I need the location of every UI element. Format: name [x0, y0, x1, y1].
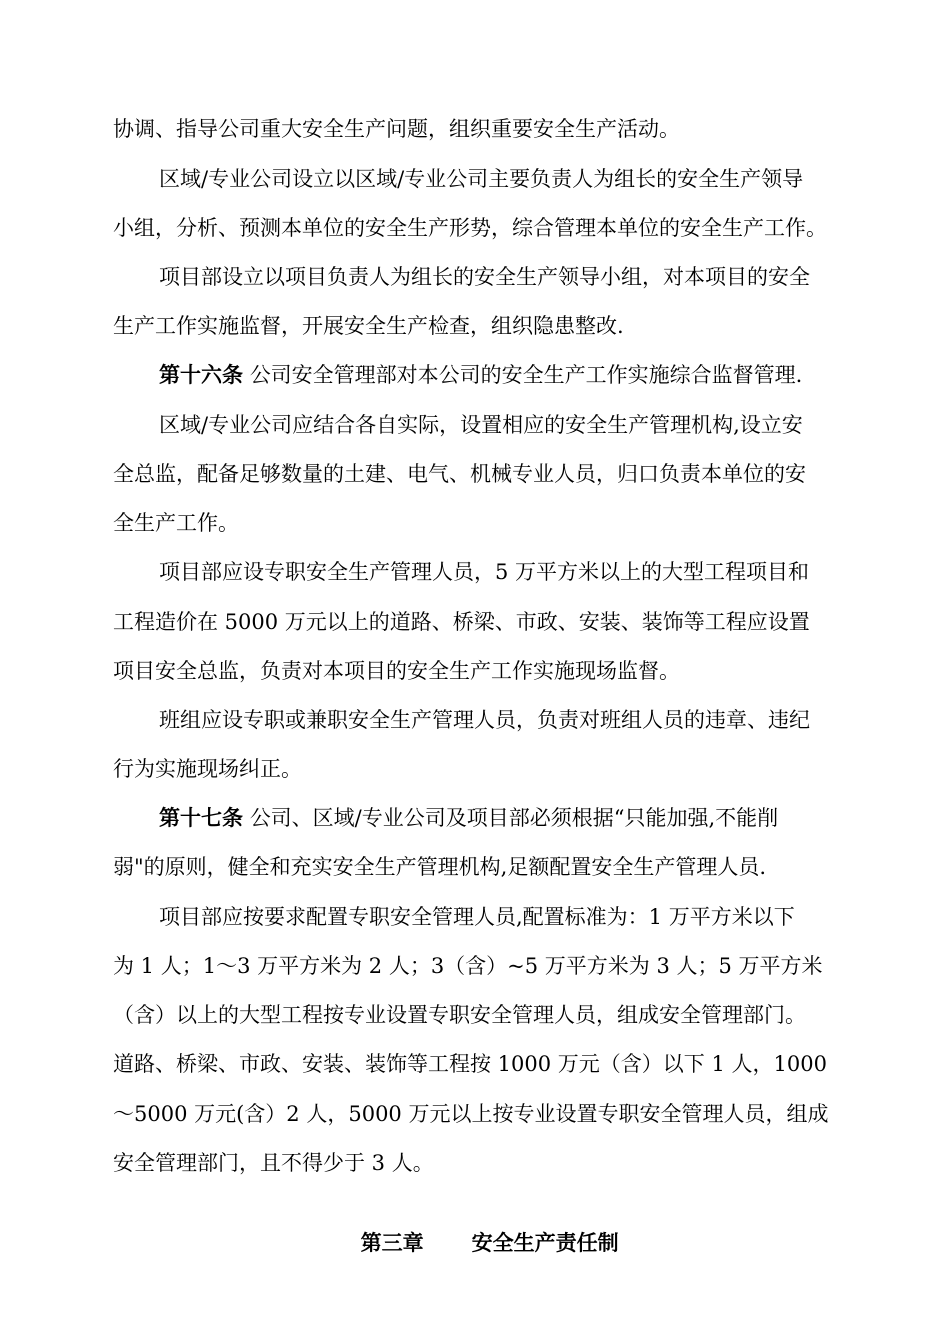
paragraph-line: 全总监，配备足够数量的土建、电气、机械专业人员，归口负责本单位的安: [113, 462, 806, 486]
paragraph-line: 区域/专业公司应结合各自实际，设置相应的安全生产管理机构,设立安: [159, 413, 803, 437]
chapter-heading: [0, 1198, 950, 1288]
paragraph-line: 项目部应设专职安全生产管理人员，5 万平方米以上的大型工程项目和: [159, 560, 810, 584]
chapter-number: 第三章: [360, 1230, 424, 1255]
paragraph-line: 项目安全总监，负责对本项目的安全生产工作实施现场监督。: [113, 659, 680, 683]
paragraph-line: 协调、指导公司重大安全生产问题，组织重要安全生产活动。: [113, 117, 680, 141]
article-text: 公司安全管理部对本公司的安全生产工作实施综合监督管理.: [249, 363, 803, 387]
article-16-line: [159, 360, 873, 390]
article-17-line: [159, 803, 873, 833]
paragraph-line: 项目部应按要求配置专职安全管理人员,配置标准为：1 万平方米以下: [159, 905, 795, 929]
paragraph-line: 全生产工作。: [113, 511, 239, 535]
paragraph-line: 项目部设立以项目负责人为组长的安全生产领导小组，对本项目的安全: [159, 265, 810, 289]
article-text: 公司、区域/专业公司及项目部必须根据“只能加强,不能削: [249, 806, 779, 830]
article-number: 第十七条: [159, 805, 243, 830]
paragraph-line: 小组，分析、预测本单位的安全生产形势，综合管理本单位的安全生产工作。: [113, 216, 827, 240]
article-number: 第十六条: [159, 362, 243, 387]
paragraph-line: 行为实施现场纠正。: [113, 757, 302, 781]
paragraph-line: （含）以上的大型工程按专业设置专职安全管理人员，组成安全管理部门。: [113, 1003, 806, 1027]
paragraph-line: 为 1 人；1～3 万平方米为 2 人；3（含）~5 万平方米为 3 人；5 万平方米: [113, 954, 823, 978]
paragraph-line: 弱"的原则，健全和充实安全生产管理机构,足额配置安全生产管理人员.: [113, 855, 767, 879]
paragraph-line: ～5000 万元(含）2 人，5000 万元以上按专业设置专职安全管理人员，组成: [113, 1102, 829, 1126]
paragraph-line: 区域/专业公司设立以区域/专业公司主要负责人为组长的安全生产领导: [159, 167, 804, 191]
paragraph-line: 安全管理部门，且不得少于 3 人。: [113, 1151, 434, 1175]
chapter-title: 安全生产责任制: [471, 1230, 619, 1255]
paragraph-line: 道路、桥梁、市政、安装、装饰等工程按 1000 万元（含）以下 1 人，1000: [113, 1052, 827, 1076]
paragraph-line: 工程造价在 5000 万元以上的道路、桥梁、市政、安装、装饰等工程应设置: [113, 610, 810, 634]
paragraph-line: 生产工作实施监督，开展安全生产检查，组织隐患整改.: [113, 314, 624, 338]
paragraph-line: 班组应设专职或兼职安全生产管理人员，负责对班组人员的违章、违纪: [159, 708, 810, 732]
